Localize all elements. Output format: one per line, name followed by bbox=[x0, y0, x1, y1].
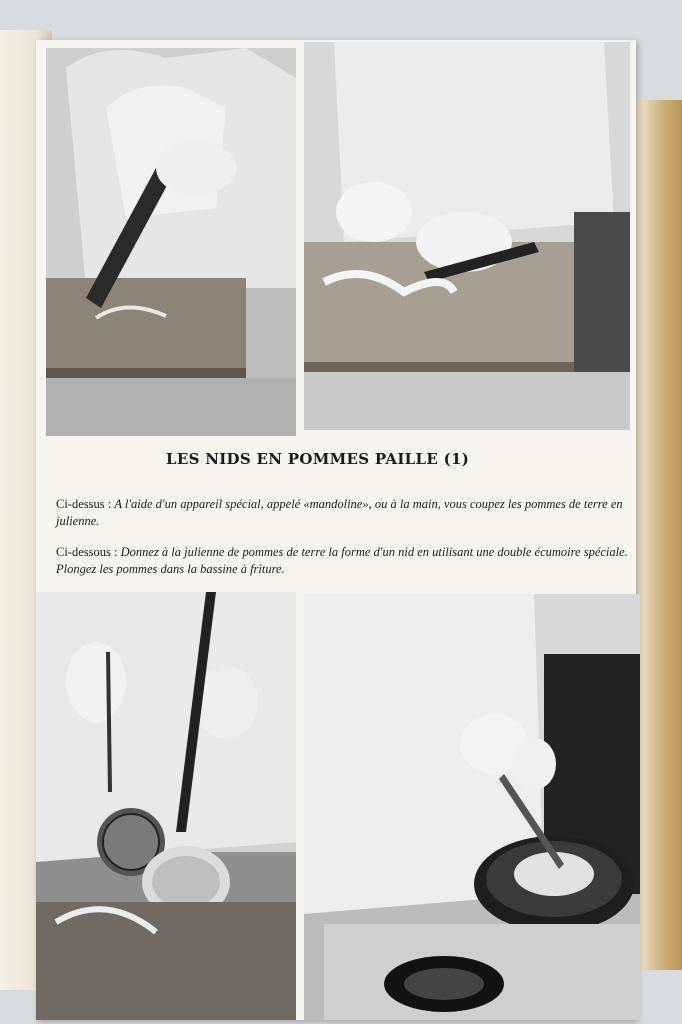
book-page bbox=[36, 40, 636, 1020]
caption-above-label: Ci-dessus : bbox=[56, 497, 112, 511]
photo-mandoline-slicing bbox=[46, 48, 296, 450]
title-text: LES NIDS EN POMMES PAILLE bbox=[166, 450, 439, 468]
caption-below-label: Ci-dessous : bbox=[56, 545, 118, 559]
caption-below bbox=[56, 544, 628, 578]
photo-frying-nest bbox=[304, 594, 640, 1020]
caption-above-text: A l'aide d'un appareil spécial, appelé «mandoline», ou à la main, vous coupez les pommes de terre en julienne. bbox=[56, 497, 623, 528]
caption-block bbox=[44, 436, 636, 588]
caption-above bbox=[56, 496, 628, 530]
photo-double-skimmer bbox=[36, 592, 296, 1020]
photo-hand-julienne bbox=[304, 42, 630, 430]
page-title bbox=[166, 450, 469, 468]
caption-below-text: Donnez à la julienne de pommes de terre la forme d'un nid en utilisant une double écumoire spéciale. Plongez les pommes dans la bassine à friture. bbox=[56, 545, 628, 576]
title-number: (1) bbox=[443, 450, 470, 468]
